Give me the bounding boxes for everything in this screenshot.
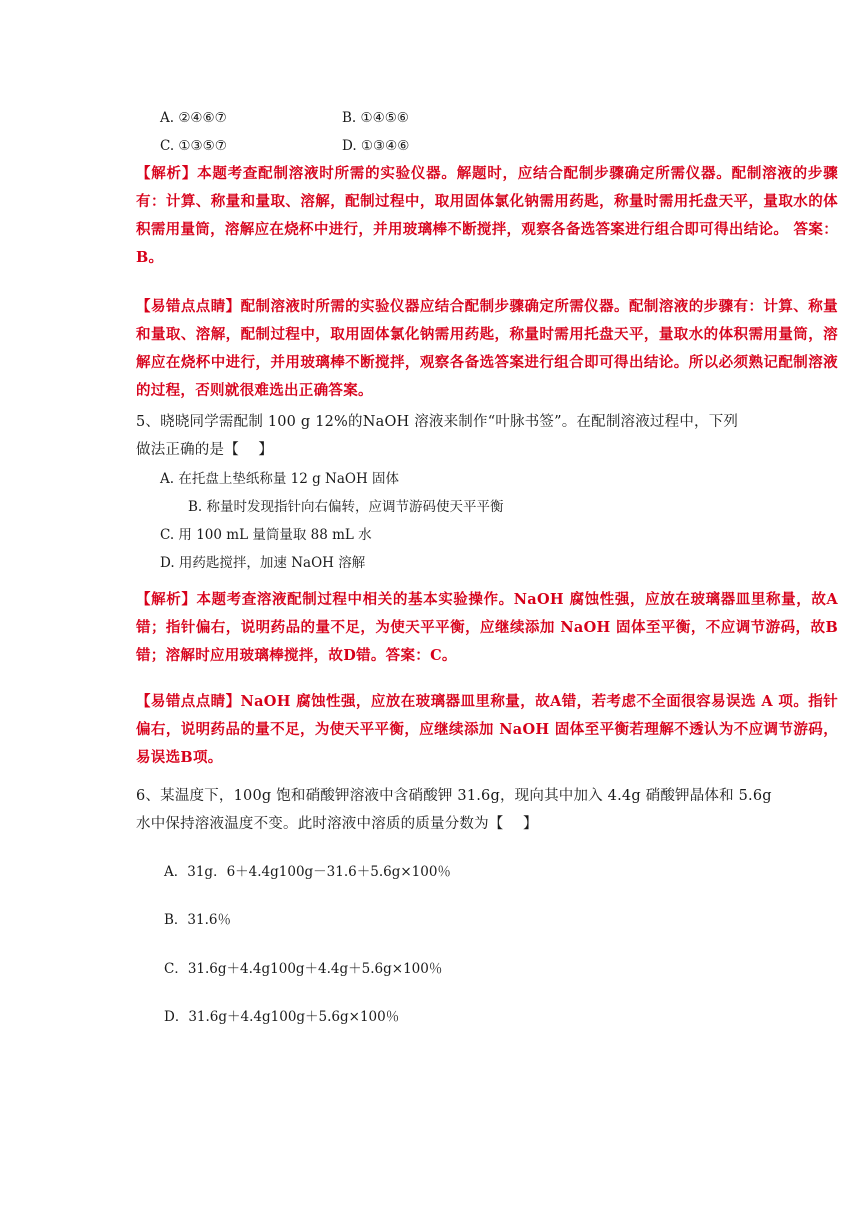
q6-stem-line1: 6、某温度下，100g 饱和硝酸钾溶液中含硝酸钾 31.6g，现向其中加入 4.4g 硝酸钾晶体和 5.6g (136, 788, 772, 804)
option-b: B. ①④⑤⑥ (342, 110, 409, 126)
q6-option-d: D．31.6g＋4.4g100g＋5.6g×100％ (164, 1009, 400, 1025)
q4-error-tip: 【易错点点睛】配制溶液时所需的实验仪器应结合配制步骤确定所需仪器。配制溶液的步骤有：计算、称量和量取、溶解，配制过程中，取用固体氯化钠需用药匙，称量时需用托盘天平，量取水的体积需用量筒，溶解应在烧杯中进行，并用玻璃棒不断搅拌，观察各备选答案进行组合即可得出结论。所以必须熟记配制溶液的过程，否则就很难选出正确答案。 (136, 298, 838, 399)
q5-analysis: 【解析】本题考查溶液配制过程中相关的基本实验操作。NaOH 腐蚀性强，应放在玻璃器皿里称量，故A错；指针偏右，说明药品的量不足，为使天平平衡，应继续添加 NaOH 固体至平衡，不应调节游码，故B错；溶解时应用玻璃棒搅拌，故D错。答案：C。 (136, 591, 838, 664)
option-a: A. ②④⑥⑦ (160, 110, 227, 126)
option-d: D. ①③④⑥ (342, 138, 410, 154)
q6-option-b: B．31.6％ (164, 912, 231, 928)
q5-option-c: C. 用 100 mL 量筒量取 88 mL 水 (160, 527, 372, 543)
q5-stem-line1: 5、晓晓同学需配制 100 g 12%的NaOH 溶液来制作“叶脉书签”。在配制溶液过程中，下列 (136, 414, 739, 430)
q5-option-b: B. 称量时发现指针向右偏转，应调节游码使天平平衡 (188, 499, 504, 515)
option-c: C. ①③⑤⑦ (160, 138, 227, 154)
q6-option-c: C．31.6g＋4.4g100g＋4.4g＋5.6g×100％ (164, 961, 443, 977)
q6-option-a: A．31g．6＋4.4g100g－31.6＋5.6g×100％ (164, 864, 451, 880)
q5-stem-line2: 做法正确的是【 】 (136, 442, 274, 458)
q4-analysis: 【解析】本题考查配制溶液时所需的实验仪器。解题时，应结合配制步骤确定所需仪器。配制溶液的步骤有：计算、称量和量取、溶解，配制过程中，取用固体氯化钠需用药匙，称量时需用托盘天平，量取水的体积需用量筒，溶解应在烧杯中进行，并用玻璃棒不断搅拌，观察各备选答案进行组合即可得出结论。 答案：B。 (136, 165, 838, 266)
q6-stem-line2: 水中保持溶液温度不变。此时溶液中溶质的质量分数为【 】 (136, 816, 538, 832)
q5-option-d: D. 用药匙搅拌，加速 NaOH 溶解 (160, 555, 366, 571)
q5-error-tip: 【易错点点睛】NaOH 腐蚀性强，应放在玻璃器皿里称量，故A错，若考虑不全面很容易误选 A 项。指针偏右，说明药品的量不足，为使天平平衡，应继续添加 NaOH 固体至平衡若理解不透认为不应调节游码，易误选B项。 (136, 693, 838, 766)
q5-option-a: A. 在托盘上垫纸称量 12 g NaOH 固体 (160, 471, 400, 487)
